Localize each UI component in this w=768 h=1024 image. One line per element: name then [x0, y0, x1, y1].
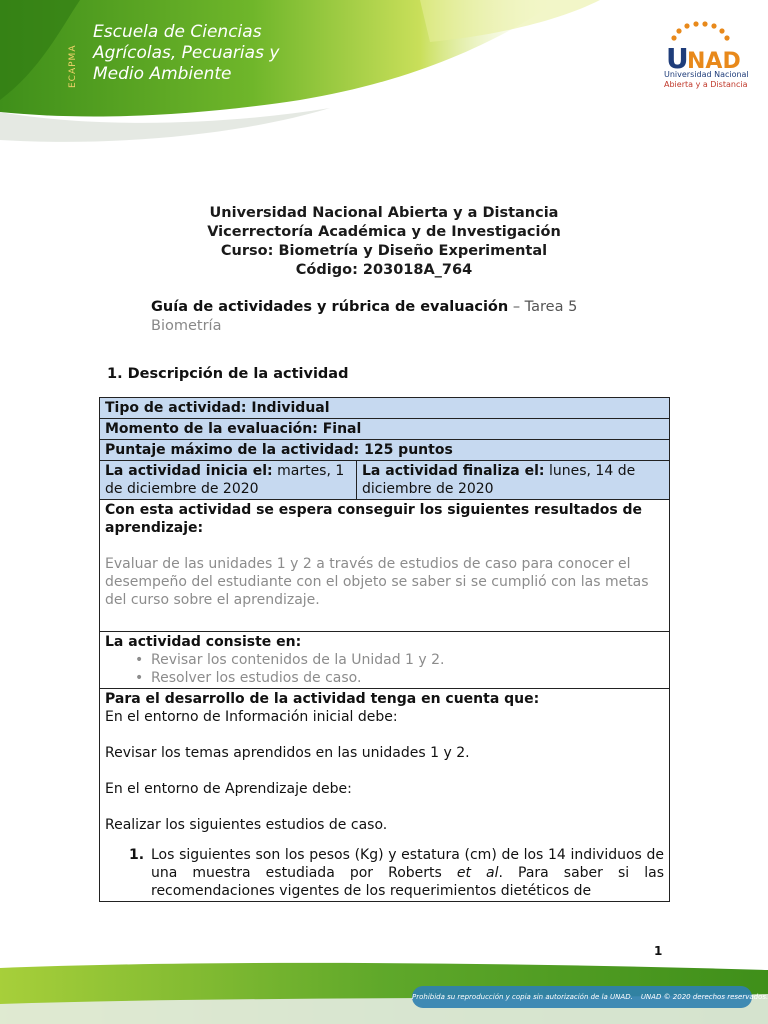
- end-date-cell: [357, 461, 670, 500]
- end-date-value: lunes, 14 de diciembre de 2020: [362, 463, 636, 497]
- evaluation-moment: Momento de la evaluación: Final: [100, 419, 670, 440]
- table-row: [100, 632, 670, 689]
- title-line-university: Universidad Nacional Abierta y a Distancia: [209, 205, 559, 221]
- guide-title: [151, 298, 577, 317]
- title-line-course: Curso: Biometría y Diseño Experimental: [220, 243, 548, 259]
- guide-title-bold: Guía de actividades y rúbrica de evaluación: [151, 299, 509, 315]
- development-heading: Para el desarrollo de la actividad tenga en cuenta que:: [105, 691, 540, 707]
- guide-subtitle: Biometría: [151, 318, 222, 334]
- learning-outcomes-cell: [100, 500, 670, 632]
- school-name-line-2: Agrícolas, Pecuarias y: [93, 43, 280, 63]
- guide-title-task: – Tarea 5: [508, 299, 578, 315]
- case-study-text: [151, 846, 664, 900]
- page-number: 1: [654, 944, 663, 958]
- school-name: [93, 22, 279, 85]
- title-line-vicerrectoria: Vicerrectoría Académica y de Investigación: [207, 224, 561, 240]
- school-name-line-3: Medio Ambiente: [93, 64, 232, 84]
- svg-text:NAD: NAD: [687, 49, 741, 74]
- development-notes-cell: [100, 689, 670, 902]
- case-study-text-part-1: Los siguientes son los pesos (Kg) y estatura (cm) de los 14 individuos de una muestra estudiada por Roberts: [151, 847, 664, 881]
- start-date-value: martes, 1 de diciembre de 2020: [105, 463, 345, 497]
- activity-table: [99, 397, 670, 902]
- start-date-cell: [100, 461, 357, 500]
- document-title: [0, 204, 768, 280]
- table-row: [100, 440, 670, 461]
- unad-caption-line-2: Abierta y a Distancia: [664, 80, 748, 89]
- learning-outcomes-heading: Con esta actividad se espera conseguir los siguientes resultados de aprendizaje:: [105, 502, 643, 536]
- activity-type: Tipo de actividad: Individual: [100, 398, 670, 419]
- section-heading: 1. Descripción de la actividad: [107, 366, 349, 382]
- learning-outcomes-text: Evaluar de las unidades 1 y 2 a través de estudios de caso para conocer el desempeño del estudiante con el objeto se saber si se cumplió con las metas del curso sobre el aprendizaje.: [105, 556, 649, 608]
- footer-notice: [412, 987, 768, 1007]
- school-name-line-1: Escuela de Ciencias: [93, 22, 262, 42]
- review-topics: Revisar los temas aprendidos en las unidades 1 y 2.: [105, 745, 470, 761]
- footer-notice-reproduction: Prohibida su reproducción y copia sin autorización de la UNAD.: [412, 993, 633, 1001]
- max-score: Puntaje máximo de la actividad: 125 puntos: [100, 440, 670, 461]
- activity-consists-heading: La actividad consiste en:: [105, 634, 302, 650]
- title-line-code: Código: 203018A_764: [295, 262, 473, 278]
- initial-info-environment: En el entorno de Información inicial debe:: [105, 709, 398, 725]
- start-date-label: La actividad inicia el:: [105, 463, 273, 479]
- case-study-number: 1.: [129, 847, 145, 863]
- list-item: • Revisar los contenidos de la Unidad 1 y 2.: [151, 651, 664, 669]
- activity-consists-cell: [100, 632, 670, 689]
- activity-consists-list: [105, 651, 664, 687]
- end-date-label: La actividad finaliza el:: [362, 463, 545, 479]
- unad-caption: [664, 70, 749, 90]
- table-row: [100, 689, 670, 902]
- svg-text:U: U: [666, 42, 689, 75]
- unad-caption-line-1: Universidad Nacional: [664, 70, 749, 79]
- case-study-item: [129, 846, 664, 900]
- table-row: [100, 419, 670, 440]
- footer-notice-rights: UNAD © 2020 derechos reservados.: [640, 993, 768, 1001]
- case-study-text-italic: et al: [456, 865, 499, 881]
- ecapma-tag: ECAPMA: [68, 44, 78, 88]
- case-studies-intro: Realizar los siguientes estudios de caso.: [105, 817, 388, 833]
- table-row: [100, 398, 670, 419]
- case-study-text-part-2: . Para saber si las recomendaciones vigentes de los requerimientos dietéticos de: [151, 865, 664, 899]
- table-row: [100, 500, 670, 632]
- list-item: • Resolver los estudios de caso.: [151, 669, 664, 687]
- learning-environment: En el entorno de Aprendizaje debe:: [105, 781, 352, 797]
- table-row: [100, 461, 670, 500]
